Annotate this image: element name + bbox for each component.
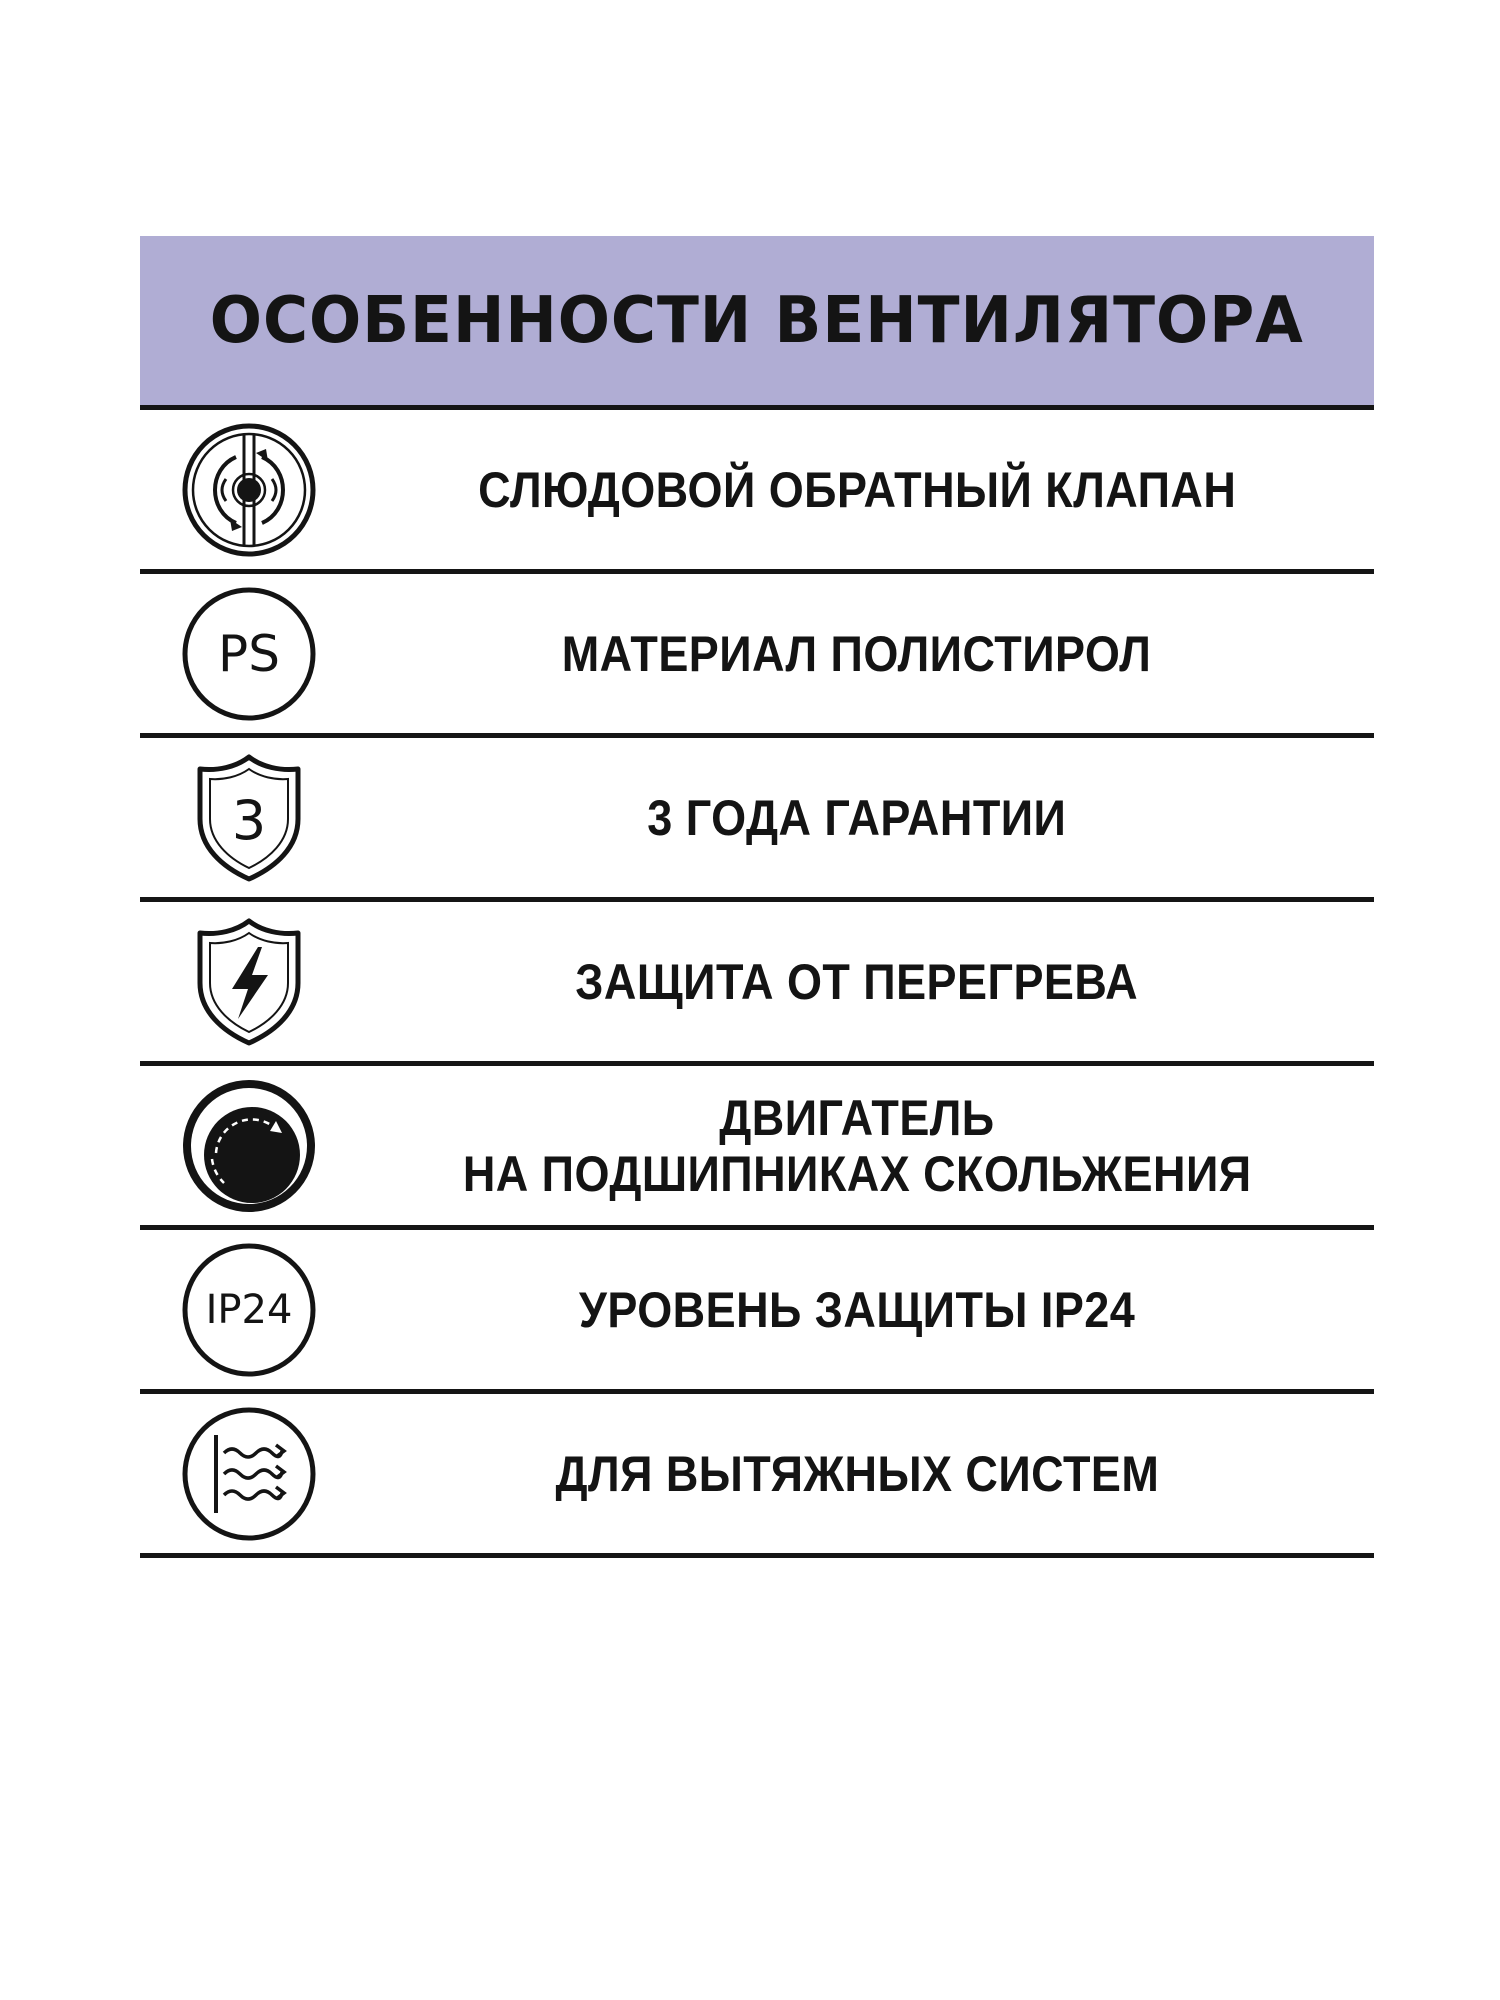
header-banner xyxy=(140,236,1374,410)
feature-row xyxy=(140,902,1374,1066)
feature-row xyxy=(140,1230,1374,1394)
ip24-icon-text: IP24 xyxy=(205,1286,293,1333)
warranty-shield-icon xyxy=(178,747,320,889)
feature-label: ДЛЯ ВЫТЯЖНЫХ СИСТЕМ xyxy=(555,1445,1159,1502)
feature-row xyxy=(140,574,1374,738)
ps-material-icon xyxy=(178,583,320,725)
feature-row xyxy=(140,738,1374,902)
ip24-icon xyxy=(178,1239,320,1381)
check-valve-icon xyxy=(178,419,320,561)
feature-row xyxy=(140,410,1374,574)
bearing-motor-icon xyxy=(178,1075,320,1217)
features-card xyxy=(140,236,1374,1558)
warranty-years-text: 3 xyxy=(231,788,267,852)
ps-icon-text: PS xyxy=(218,624,280,683)
feature-row xyxy=(140,1066,1374,1230)
lightning-bolt-icon xyxy=(232,947,268,1019)
feature-label: ЗАЩИТА ОТ ПЕРЕГРЕВА xyxy=(575,953,1139,1010)
exhaust-airflow-icon xyxy=(178,1403,320,1545)
feature-label: МАТЕРИАЛ ПОЛИСТИРОЛ xyxy=(562,625,1152,682)
feature-label: СЛЮДОВОЙ ОБРАТНЫЙ КЛАПАН xyxy=(477,461,1237,518)
feature-label: ДВИГАТЕЛЬ НА ПОДШИПНИКАХ СКОЛЬЖЕНИЯ xyxy=(462,1089,1252,1202)
feature-label: 3 ГОДА ГАРАНТИИ xyxy=(647,789,1067,846)
feature-row xyxy=(140,1394,1374,1558)
feature-label: УРОВЕНЬ ЗАЩИТЫ IP24 xyxy=(578,1281,1136,1338)
overheat-shield-icon xyxy=(178,911,320,1053)
page-title: ОСОБЕННОСТИ ВЕНТИЛЯТОРА xyxy=(210,283,1304,358)
